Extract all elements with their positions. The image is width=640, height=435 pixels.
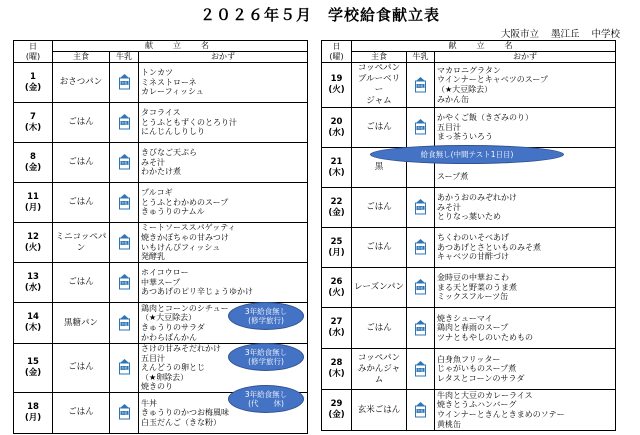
- side-dish-item: きびなご天ぷら: [141, 148, 197, 158]
- staple-cell: ミニコッペパン: [53, 223, 110, 263]
- milk-carton-icon: [118, 193, 131, 210]
- staple-cell: コッペパン みかんジャム: [352, 349, 407, 390]
- svg-text:牛乳: 牛乳: [120, 121, 128, 126]
- header-milk: 牛乳: [407, 52, 435, 63]
- header-staple: 主食: [53, 52, 110, 63]
- header-staple: 主食: [352, 52, 407, 63]
- day-of-week: (火): [328, 85, 345, 95]
- day-of-week: (木): [24, 122, 42, 133]
- school-type: 中学校: [591, 29, 620, 40]
- day-of-week: (金): [24, 82, 42, 93]
- staple-cell: 黒糖パン: [53, 303, 110, 344]
- side-dish-item: 鶏肉とコーンのシチュー: [141, 303, 229, 313]
- side-dish-item: スープ煮: [437, 172, 469, 182]
- day-number: 7: [30, 111, 36, 122]
- side-dish-item: かやくご飯（きざみのり）: [437, 113, 533, 123]
- day-row: [14, 263, 308, 303]
- school-info: [501, 26, 620, 40]
- svg-text:牛乳: 牛乳: [120, 321, 128, 326]
- staple-cell: ごはん: [53, 392, 110, 433]
- header-side: おかず: [139, 52, 308, 63]
- day-of-week: (金): [328, 207, 345, 218]
- side-dish-item: 焼きとうふハンバーグ: [437, 400, 517, 410]
- staple-cell: おさつパン: [53, 63, 110, 103]
- milk-cell: [110, 183, 139, 223]
- side-dish-item: ミートソーススパゲッティ: [141, 223, 236, 233]
- milk-carton-icon: [118, 233, 131, 250]
- side-dish-item: あつあげのピリ辛じょうゆかけ: [141, 287, 253, 297]
- side-dish-item: みかん缶: [437, 94, 469, 104]
- milk-carton-icon: [118, 73, 131, 90]
- svg-text:牛乳: 牛乳: [417, 206, 424, 211]
- day-cell: [322, 268, 352, 308]
- day-row: [322, 188, 616, 228]
- day-number: 25: [330, 236, 343, 247]
- side-dish-cell: [435, 108, 616, 148]
- day-row: [322, 349, 616, 390]
- day-of-week: (水): [328, 127, 345, 138]
- header-menu: 献 立 名: [53, 41, 308, 52]
- day-row: [322, 308, 616, 349]
- day-cell: [14, 392, 53, 433]
- day-row: [14, 223, 308, 263]
- milk-carton-icon: [414, 278, 427, 295]
- milk-carton-icon: [414, 76, 427, 93]
- side-dish-item: とりなっ葉いため: [437, 212, 501, 222]
- milk-carton-icon: [414, 401, 427, 418]
- milk-cell: [110, 303, 139, 344]
- svg-text:牛乳: 牛乳: [120, 241, 128, 246]
- svg-text:牛乳: 牛乳: [417, 408, 424, 413]
- side-dish-item: トンカツ: [141, 68, 173, 78]
- day-row: [322, 228, 616, 268]
- day-number: 20: [330, 116, 343, 127]
- side-dish-item: （★卵除去）: [141, 372, 189, 382]
- day-of-week: (水): [328, 328, 345, 338]
- side-dish-item: ホイコウロー: [141, 268, 189, 278]
- day-row: [14, 103, 308, 143]
- side-dish-item: さけの甘みそだれかけ: [141, 344, 221, 353]
- milk-carton-icon: [414, 319, 427, 336]
- side-dish-cell: [139, 103, 308, 143]
- day-number: 29: [330, 399, 343, 409]
- side-dish-item: あつあげとさといものみそ煮: [437, 242, 541, 252]
- menu-table-right: [321, 40, 616, 431]
- milk-cell: [110, 63, 139, 103]
- side-dish-item: 黄桃缶: [437, 419, 461, 429]
- day-cell: [14, 263, 53, 303]
- milk-cell: [407, 188, 435, 228]
- day-of-week: (水): [24, 282, 42, 293]
- side-dish-cell: [139, 223, 308, 263]
- day-row: [322, 390, 616, 431]
- day-cell: [14, 303, 53, 344]
- milk-cell: [407, 308, 435, 349]
- milk-cell: [110, 103, 139, 143]
- day-cell: [14, 344, 53, 393]
- notice-oval-3rd-grade-holiday-18: 3年給食無し (代 休): [228, 385, 304, 413]
- day-row: [322, 63, 616, 108]
- staple-cell: ごはん: [352, 108, 407, 148]
- side-dish-item: 白身魚フリッター: [437, 354, 501, 364]
- svg-text:牛乳: 牛乳: [417, 83, 424, 88]
- day-cell: [14, 183, 53, 223]
- side-dish-item: 焼きのり: [141, 382, 173, 392]
- side-dish-item: ウインナーときんときまめのソテー: [437, 410, 565, 419]
- day-of-week: (木): [24, 323, 42, 333]
- milk-cell: [407, 268, 435, 308]
- notice-oval-3rd-grade-trip-14: 3年給食無し (修学旅行): [228, 302, 304, 330]
- day-of-week: (金): [328, 410, 345, 420]
- staple-cell: ごはん: [53, 143, 110, 183]
- side-dish-cell: [139, 263, 308, 303]
- svg-text:牛乳: 牛乳: [120, 411, 128, 416]
- side-dish-item: 鶏肉と春雨のスープ: [437, 323, 509, 333]
- day-of-week: (金): [24, 367, 42, 378]
- side-dish-item: キャベツの甘酢づけ: [437, 252, 509, 262]
- side-dish-item: きゅうりのナムル: [141, 207, 205, 217]
- staple-cell: ごはん: [352, 188, 407, 228]
- side-dish-item: 白玉だんご（きな粉）: [141, 417, 221, 427]
- day-of-week: (月): [24, 202, 42, 213]
- svg-text:牛乳: 牛乳: [120, 161, 128, 166]
- milk-cell: [110, 344, 139, 393]
- day-number: 1: [30, 71, 36, 82]
- milk-carton-icon: [118, 273, 131, 290]
- day-number: 14: [27, 312, 39, 322]
- side-dish-item: 牛肉と大豆のカレーライス: [437, 390, 533, 400]
- day-row: [14, 183, 308, 223]
- day-cell: [322, 308, 352, 349]
- side-dish-item: マカロニグラタン: [437, 65, 501, 75]
- side-dish-item: 焼きシューマイ: [437, 313, 493, 323]
- side-dish-item: ミックスフルーツ缶: [437, 292, 509, 302]
- side-dish-item: ミネストローネ: [141, 77, 197, 87]
- svg-text:牛乳: 牛乳: [417, 286, 424, 291]
- staple-cell: ごはん: [53, 183, 110, 223]
- side-dish-item: ツナともやしのいためもの: [437, 332, 533, 342]
- milk-carton-icon: [118, 358, 131, 375]
- milk-carton-icon: [414, 118, 427, 135]
- milk-cell: [110, 143, 139, 183]
- milk-carton-icon: [118, 403, 131, 420]
- milk-cell: [407, 108, 435, 148]
- day-number: 21: [330, 156, 343, 167]
- side-dish-item: じゃがいものスープ煮: [437, 364, 517, 374]
- side-dish-cell: [139, 183, 308, 223]
- svg-text:牛乳: 牛乳: [120, 366, 128, 371]
- milk-cell: [407, 349, 435, 390]
- staple-cell: ごはん: [53, 263, 110, 303]
- day-of-week: (木): [328, 369, 345, 379]
- day-number: 15: [27, 356, 39, 367]
- day-of-week: (月): [24, 412, 42, 423]
- side-dish-item: かわらばんかん: [141, 332, 197, 342]
- staple-cell: レーズンパン: [352, 268, 407, 308]
- day-number: 11: [27, 191, 39, 202]
- staple-cell: 黒: [352, 148, 407, 188]
- side-dish-item: 焼きかぼちゃの甘みつけ: [141, 232, 229, 242]
- side-dish-item: とうふとわかめのスープ: [141, 197, 229, 207]
- side-dish-cell: [435, 228, 616, 268]
- day-cell: [322, 390, 352, 431]
- side-dish-item: ちくわのいそべあげ: [437, 233, 509, 243]
- svg-text:牛乳: 牛乳: [417, 246, 424, 251]
- day-cell: [322, 108, 352, 148]
- staple-cell: ごはん: [352, 308, 407, 349]
- page-title: ２０２６年５月 学校給食献立表: [199, 6, 440, 24]
- notice-oval-no-lunch-21: 給食無し(中間テスト1日目): [370, 145, 564, 164]
- header-menu: 献 立 名: [352, 41, 616, 52]
- header-day: 日 (曜): [322, 41, 352, 63]
- side-dish-cell: [435, 349, 616, 390]
- day-of-week: (月): [328, 247, 345, 258]
- staple-cell: ごはん: [53, 103, 110, 143]
- side-dish-item: とうふともずくのとろり汁: [141, 117, 237, 127]
- day-row: [14, 143, 308, 183]
- milk-cell: [110, 392, 139, 433]
- svg-text:牛乳: 牛乳: [417, 326, 424, 331]
- milk-cell: [407, 228, 435, 268]
- school-city: 大阪市立: [500, 29, 539, 40]
- side-dish-cell: [435, 390, 616, 431]
- milk-cell: [407, 390, 435, 431]
- svg-text:牛乳: 牛乳: [120, 281, 128, 286]
- side-dish-item: きゅうりのかつお梅風味: [141, 408, 229, 418]
- day-number: 26: [330, 276, 343, 287]
- header-day: 日 (曜): [14, 41, 53, 63]
- milk-cell: [110, 263, 139, 303]
- side-dish-item: みそ汁: [141, 157, 165, 167]
- staple-cell: コッペパン ブルーベリー ジャム: [352, 63, 407, 108]
- day-number: 12: [27, 231, 39, 242]
- side-dish-item: いもけんぴフィッシュ: [141, 242, 221, 252]
- day-cell: [322, 349, 352, 390]
- staple-cell: 玄米ごはん: [352, 390, 407, 431]
- side-dish-item: （★大豆除去）: [141, 313, 197, 323]
- side-dish-item: わかたけ煮: [141, 167, 181, 177]
- day-cell: [14, 143, 53, 183]
- side-dish-item: 金時豆の中華おこわ: [437, 273, 509, 283]
- svg-text:牛乳: 牛乳: [417, 367, 424, 372]
- milk-carton-icon: [414, 238, 427, 255]
- day-cell: [322, 228, 352, 268]
- side-dish-cell: [435, 268, 616, 308]
- svg-text:牛乳: 牛乳: [417, 126, 424, 131]
- header-milk: 牛乳: [110, 52, 139, 63]
- day-number: 8: [30, 151, 36, 162]
- side-dish-item: （★大豆除去）: [437, 85, 493, 94]
- side-dish-item: えんどうの卵とじ: [141, 363, 205, 373]
- notice-oval-3rd-grade-trip-15: 3年給食無し (修学旅行): [228, 343, 304, 371]
- day-number: 28: [330, 358, 343, 368]
- side-dish-item: まる天と野菜のうま煮: [437, 282, 517, 292]
- staple-cell: ごはん: [53, 344, 110, 393]
- milk-cell: [407, 63, 435, 108]
- header-side: おかず: [435, 52, 616, 63]
- day-number: 18: [27, 401, 39, 412]
- svg-text:牛乳: 牛乳: [120, 81, 128, 86]
- side-dish-item: まっ茶ういろう: [437, 132, 493, 142]
- side-dish-cell: [435, 63, 616, 108]
- day-cell: [322, 63, 352, 108]
- day-of-week: (火): [24, 242, 42, 253]
- svg-text:牛乳: 牛乳: [120, 201, 128, 206]
- side-dish-item: [437, 163, 613, 173]
- day-row: [322, 108, 616, 148]
- menu-table-left: [13, 40, 308, 434]
- side-dish-item: にんじんしりしり: [141, 127, 205, 137]
- milk-carton-icon: [118, 113, 131, 130]
- day-cell: [14, 103, 53, 143]
- side-dish-cell: [139, 143, 308, 183]
- staple-cell: ごはん: [352, 228, 407, 268]
- side-dish-item: 中華スープ: [141, 277, 181, 287]
- day-number: 19: [330, 74, 343, 84]
- milk-carton-icon: [414, 360, 427, 377]
- day-number: 27: [330, 317, 343, 327]
- side-dish-cell: [435, 308, 616, 349]
- day-of-week: (火): [328, 287, 345, 298]
- day-cell: [322, 148, 352, 188]
- day-cell: [14, 223, 53, 263]
- milk-cell: [110, 223, 139, 263]
- school-name: 墨江丘: [550, 29, 580, 40]
- side-dish-item: あかうおのみぞれかけ: [437, 193, 517, 203]
- side-dish-item: 発酵乳: [141, 252, 165, 262]
- day-number: 22: [330, 196, 343, 207]
- day-number: 13: [27, 271, 39, 282]
- day-row: [14, 63, 308, 103]
- side-dish-item: きゅうりのサラダ: [141, 323, 205, 332]
- side-dish-cell: [139, 63, 308, 103]
- side-dish-item: レタスとコーンのサラダ: [437, 373, 525, 383]
- milk-carton-icon: [118, 153, 131, 170]
- milk-carton-icon: [118, 314, 131, 331]
- side-dish-item: カレーフィッシュ: [141, 87, 204, 97]
- side-dish-item: プルコギ: [141, 188, 173, 198]
- day-of-week: (木): [328, 167, 345, 178]
- day-row: [322, 268, 616, 308]
- day-cell: [322, 188, 352, 228]
- side-dish-item: タコライス: [141, 108, 181, 118]
- milk-carton-icon: [414, 198, 427, 215]
- side-dish-item: ウインナーとキャベツのスープ: [437, 75, 548, 85]
- day-of-week: (金): [24, 162, 42, 173]
- side-dish-item: 五目汁: [437, 122, 461, 132]
- side-dish-item: みそ汁: [437, 202, 461, 212]
- side-dish-cell: [435, 188, 616, 228]
- side-dish-item: 五目汁: [141, 353, 165, 363]
- day-cell: [14, 63, 53, 103]
- side-dish-item: 牛丼: [141, 398, 157, 408]
